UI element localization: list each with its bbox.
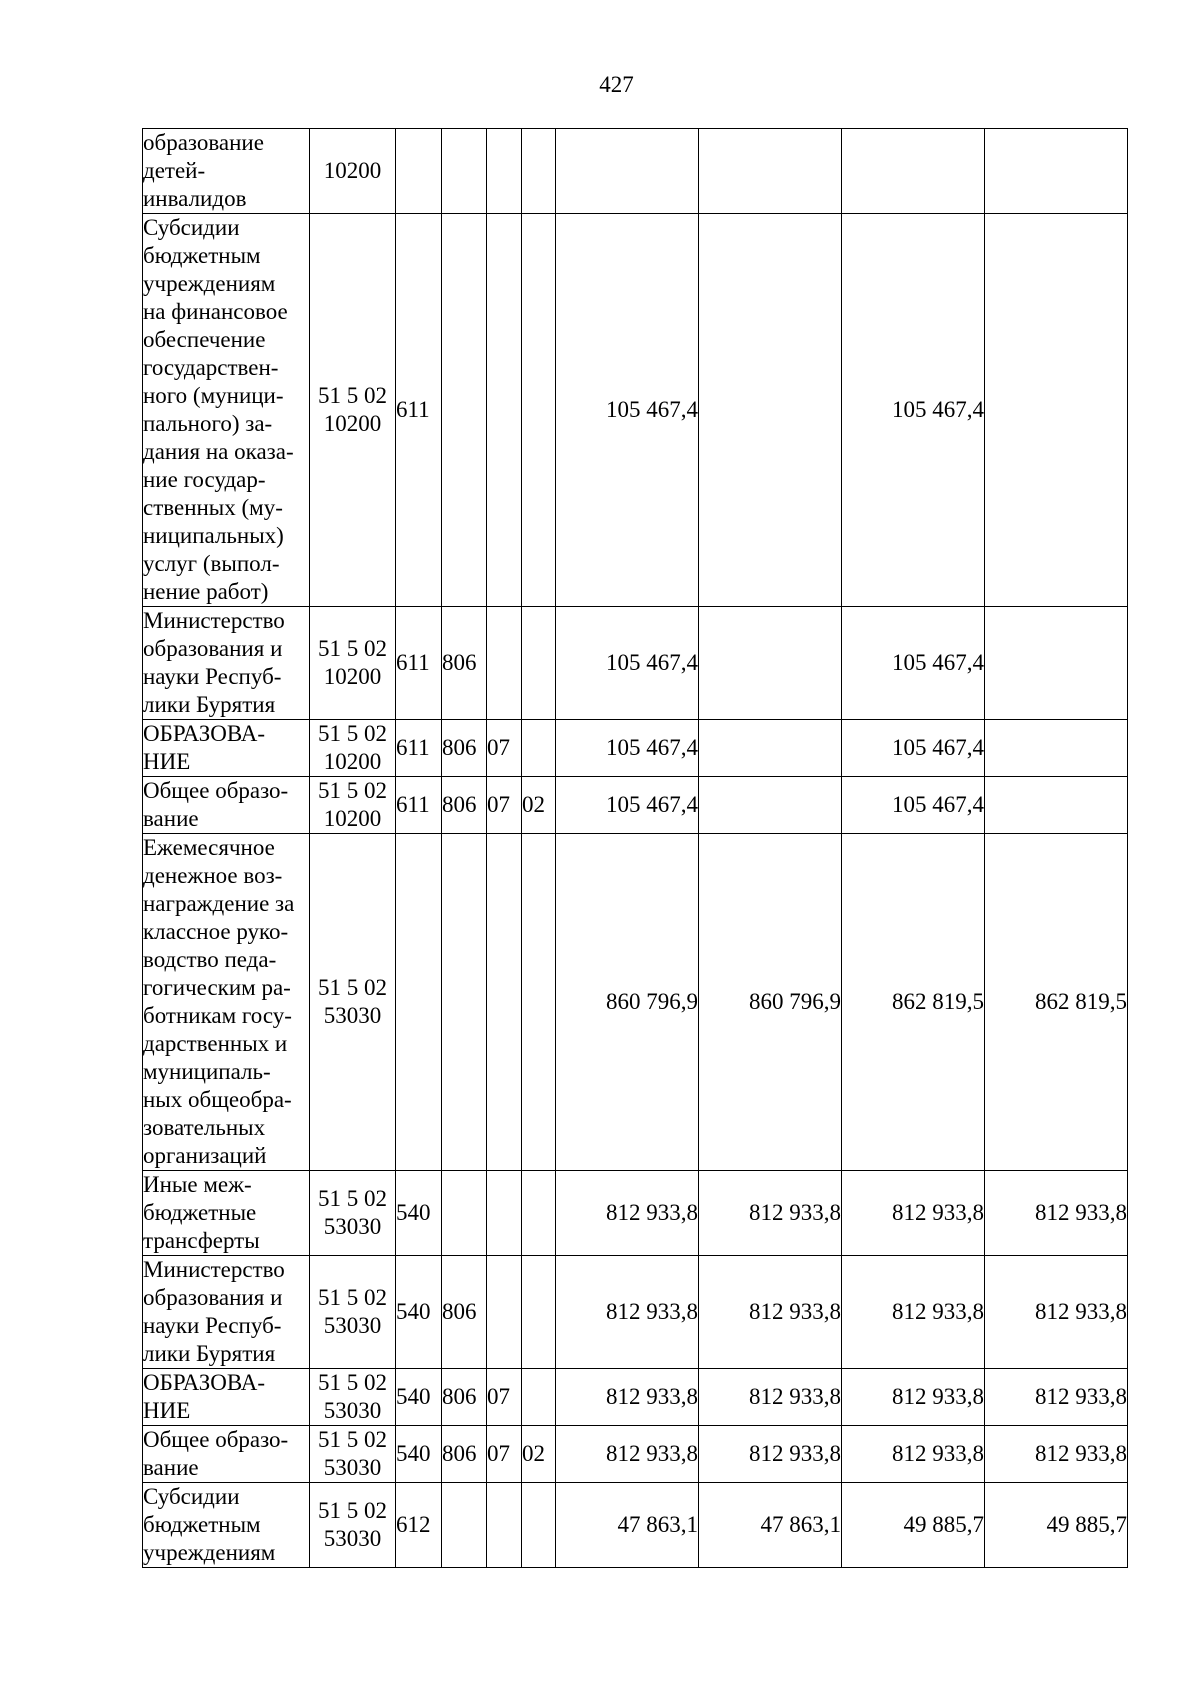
table-row xyxy=(143,1369,1128,1426)
table-row xyxy=(143,1256,1128,1369)
cell-department: 806 xyxy=(442,1256,487,1369)
target-code-line: 53030 xyxy=(323,1313,382,1338)
cell-expense-type: 540 xyxy=(396,1171,442,1256)
cell-amount-1: 105 467,4 xyxy=(556,214,699,607)
name-line: зовательных xyxy=(143,1115,266,1140)
name-line: НИЕ xyxy=(143,749,191,774)
name-line: ственных (му- xyxy=(143,495,283,520)
cell-amount-1: 860 796,9 xyxy=(556,834,699,1171)
cell-amount-3: 105 467,4 xyxy=(842,607,985,720)
cell-amount-4 xyxy=(985,720,1128,777)
name-line: награждение за xyxy=(143,891,295,916)
cell-amount-2: 47 863,1 xyxy=(699,1483,842,1568)
name-line: Общее образо- xyxy=(143,1427,289,1452)
cell-name xyxy=(143,129,310,214)
target-code-line: 51 5 02 xyxy=(318,1186,387,1211)
cell-section xyxy=(487,1256,522,1369)
cell-subsection xyxy=(522,607,556,720)
cell-name xyxy=(143,1483,310,1568)
table-row xyxy=(143,607,1128,720)
name-line: науки Респуб- xyxy=(143,664,282,689)
cell-subsection xyxy=(522,1369,556,1426)
cell-amount-3: 812 933,8 xyxy=(842,1369,985,1426)
name-line: инвалидов xyxy=(143,186,247,211)
cell-department: 806 xyxy=(442,607,487,720)
cell-amount-2: 860 796,9 xyxy=(699,834,842,1171)
cell-target-code xyxy=(310,1256,396,1369)
cell-department xyxy=(442,1483,487,1568)
target-code-line: 10200 xyxy=(323,664,382,689)
cell-amount-2 xyxy=(699,607,842,720)
cell-subsection xyxy=(522,1483,556,1568)
table-row xyxy=(143,214,1128,607)
cell-name xyxy=(143,1171,310,1256)
cell-expense-type: 611 xyxy=(396,777,442,834)
cell-section xyxy=(487,214,522,607)
table-row xyxy=(143,1426,1128,1483)
cell-department xyxy=(442,834,487,1171)
cell-expense-type: 611 xyxy=(396,720,442,777)
target-code-line: 53030 xyxy=(323,1398,382,1423)
cell-subsection xyxy=(522,214,556,607)
target-code-line: 53030 xyxy=(323,1455,382,1480)
cell-name xyxy=(143,834,310,1171)
cell-amount-4: 812 933,8 xyxy=(985,1369,1128,1426)
target-code-line: 10200 xyxy=(323,749,382,774)
name-line: государствен- xyxy=(143,355,279,380)
table-row xyxy=(143,834,1128,1171)
name-line: бюджетным xyxy=(143,243,261,268)
cell-name xyxy=(143,607,310,720)
name-line: обеспечение xyxy=(143,327,266,352)
page-number: 427 xyxy=(599,72,634,97)
table-row xyxy=(143,720,1128,777)
name-line: науки Респуб- xyxy=(143,1313,282,1338)
cell-target-code xyxy=(310,720,396,777)
name-line: ного (муници- xyxy=(143,383,284,408)
cell-subsection xyxy=(522,1171,556,1256)
name-line: на финансовое xyxy=(143,299,288,324)
cell-subsection xyxy=(522,720,556,777)
cell-department: 806 xyxy=(442,777,487,834)
cell-section xyxy=(487,1483,522,1568)
cell-amount-3: 105 467,4 xyxy=(842,777,985,834)
table-row xyxy=(143,1483,1128,1568)
cell-amount-4 xyxy=(985,777,1128,834)
cell-target-code xyxy=(310,1369,396,1426)
cell-target-code xyxy=(310,777,396,834)
name-line: ние государ- xyxy=(143,467,266,492)
cell-section xyxy=(487,129,522,214)
cell-section xyxy=(487,607,522,720)
name-line: организаций xyxy=(143,1143,267,1168)
name-line: Иные меж- xyxy=(143,1172,252,1197)
cell-expense-type xyxy=(396,129,442,214)
cell-amount-1: 47 863,1 xyxy=(556,1483,699,1568)
name-line: детей- xyxy=(143,158,206,183)
name-line: вание xyxy=(143,1455,199,1480)
cell-amount-4 xyxy=(985,607,1128,720)
cell-target-code xyxy=(310,1171,396,1256)
cell-target-code xyxy=(310,1426,396,1483)
name-line: бюджетным xyxy=(143,1512,261,1537)
cell-amount-2: 812 933,8 xyxy=(699,1171,842,1256)
cell-expense-type: 540 xyxy=(396,1369,442,1426)
cell-expense-type: 611 xyxy=(396,607,442,720)
cell-subsection xyxy=(522,129,556,214)
cell-amount-3: 812 933,8 xyxy=(842,1426,985,1483)
cell-amount-2 xyxy=(699,129,842,214)
cell-subsection xyxy=(522,834,556,1171)
cell-section: 07 xyxy=(487,1369,522,1426)
cell-section xyxy=(487,834,522,1171)
cell-department xyxy=(442,1171,487,1256)
cell-department: 806 xyxy=(442,1369,487,1426)
name-line: Министерство xyxy=(143,1257,285,1282)
target-code-line: 51 5 02 xyxy=(318,1427,387,1452)
name-line: бюджетные xyxy=(143,1200,257,1225)
cell-amount-3: 812 933,8 xyxy=(842,1256,985,1369)
target-code-line: 53030 xyxy=(323,1003,382,1028)
cell-department: 806 xyxy=(442,720,487,777)
cell-amount-4: 812 933,8 xyxy=(985,1171,1128,1256)
name-line: гогическим ра- xyxy=(143,975,291,1000)
cell-subsection xyxy=(522,1256,556,1369)
cell-amount-1: 812 933,8 xyxy=(556,1256,699,1369)
name-line: НИЕ xyxy=(143,1398,191,1423)
name-line: ОБРАЗОВА- xyxy=(143,721,265,746)
cell-expense-type: 612 xyxy=(396,1483,442,1568)
name-line: учреждениям xyxy=(143,271,276,296)
cell-department xyxy=(442,214,487,607)
table-row xyxy=(143,777,1128,834)
cell-department xyxy=(442,129,487,214)
name-line: ботникам госу- xyxy=(143,1003,292,1028)
cell-name xyxy=(143,1369,310,1426)
name-line: пального) за- xyxy=(143,411,273,436)
target-code-line: 53030 xyxy=(323,1526,382,1551)
name-line: водство педа- xyxy=(143,947,277,972)
name-line: образования и xyxy=(143,636,283,661)
cell-subsection: 02 xyxy=(522,777,556,834)
table-row xyxy=(143,1171,1128,1256)
name-line: Субсидии xyxy=(143,215,240,240)
cell-amount-4 xyxy=(985,214,1128,607)
target-code-line: 51 5 02 xyxy=(318,383,387,408)
target-code-line: 51 5 02 xyxy=(318,1498,387,1523)
cell-amount-2 xyxy=(699,777,842,834)
cell-amount-1: 105 467,4 xyxy=(556,720,699,777)
name-line: денежное воз- xyxy=(143,863,283,888)
name-line: лики Бурятия xyxy=(143,1341,276,1366)
cell-amount-3: 49 885,7 xyxy=(842,1483,985,1568)
cell-amount-2: 812 933,8 xyxy=(699,1256,842,1369)
cell-expense-type xyxy=(396,834,442,1171)
name-line: ОБРАЗОВА- xyxy=(143,1370,265,1395)
name-line: нение работ) xyxy=(143,579,269,604)
name-line: дарственных и xyxy=(143,1031,288,1056)
name-line: лики Бурятия xyxy=(143,692,276,717)
name-line: Министерство xyxy=(143,608,285,633)
target-code-line: 51 5 02 xyxy=(318,1285,387,1310)
target-code-line: 53030 xyxy=(323,1214,382,1239)
cell-amount-4: 812 933,8 xyxy=(985,1426,1128,1483)
table-row xyxy=(143,129,1128,214)
cell-amount-2 xyxy=(699,214,842,607)
cell-amount-3: 105 467,4 xyxy=(842,214,985,607)
cell-target-code xyxy=(310,834,396,1171)
cell-name xyxy=(143,1256,310,1369)
name-line: Общее образо- xyxy=(143,778,289,803)
cell-subsection: 02 xyxy=(522,1426,556,1483)
cell-target-code xyxy=(310,214,396,607)
cell-amount-2: 812 933,8 xyxy=(699,1369,842,1426)
cell-name xyxy=(143,720,310,777)
cell-amount-1 xyxy=(556,129,699,214)
cell-amount-3 xyxy=(842,129,985,214)
name-line: учреждениям xyxy=(143,1540,276,1565)
name-line: Ежемесячное xyxy=(143,835,275,860)
target-code-line: 10200 xyxy=(323,806,382,831)
cell-name xyxy=(143,214,310,607)
cell-name xyxy=(143,1426,310,1483)
target-code-line: 51 5 02 xyxy=(318,778,387,803)
cell-amount-1: 105 467,4 xyxy=(556,607,699,720)
target-code-line: 51 5 02 xyxy=(318,636,387,661)
cell-expense-type: 540 xyxy=(396,1256,442,1369)
cell-target-code xyxy=(310,129,396,214)
name-line: трансферты xyxy=(143,1228,260,1253)
cell-amount-4: 49 885,7 xyxy=(985,1483,1128,1568)
name-line: образования и xyxy=(143,1285,283,1310)
budget-table xyxy=(142,128,1128,1568)
name-line: муниципаль- xyxy=(143,1059,271,1084)
cell-amount-3: 812 933,8 xyxy=(842,1171,985,1256)
cell-amount-1: 105 467,4 xyxy=(556,777,699,834)
target-code-line: 10200 xyxy=(323,411,382,436)
target-code-line: 51 5 02 xyxy=(318,975,387,1000)
cell-amount-2: 812 933,8 xyxy=(699,1426,842,1483)
cell-section: 07 xyxy=(487,720,522,777)
cell-amount-1: 812 933,8 xyxy=(556,1426,699,1483)
cell-target-code xyxy=(310,607,396,720)
cell-amount-2 xyxy=(699,720,842,777)
cell-amount-4: 862 819,5 xyxy=(985,834,1128,1171)
cell-name xyxy=(143,777,310,834)
cell-amount-1: 812 933,8 xyxy=(556,1171,699,1256)
cell-amount-3: 862 819,5 xyxy=(842,834,985,1171)
cell-section: 07 xyxy=(487,777,522,834)
target-code-line: 51 5 02 xyxy=(318,1370,387,1395)
cell-amount-4 xyxy=(985,129,1128,214)
cell-amount-4: 812 933,8 xyxy=(985,1256,1128,1369)
cell-section xyxy=(487,1171,522,1256)
name-line: дания на оказа- xyxy=(143,439,294,464)
name-line: Субсидии xyxy=(143,1484,240,1509)
name-line: ных общеобра- xyxy=(143,1087,292,1112)
cell-expense-type: 540 xyxy=(396,1426,442,1483)
target-code-line: 10200 xyxy=(323,158,382,183)
cell-expense-type: 611 xyxy=(396,214,442,607)
cell-amount-1: 812 933,8 xyxy=(556,1369,699,1426)
name-line: образование xyxy=(143,130,264,155)
cell-section: 07 xyxy=(487,1426,522,1483)
target-code-line: 51 5 02 xyxy=(318,721,387,746)
name-line: услуг (выпол- xyxy=(143,551,280,576)
name-line: классное руко- xyxy=(143,919,289,944)
cell-target-code xyxy=(310,1483,396,1568)
name-line: вание xyxy=(143,806,199,831)
cell-department: 806 xyxy=(442,1426,487,1483)
cell-amount-3: 105 467,4 xyxy=(842,720,985,777)
name-line: ниципальных) xyxy=(143,523,284,548)
